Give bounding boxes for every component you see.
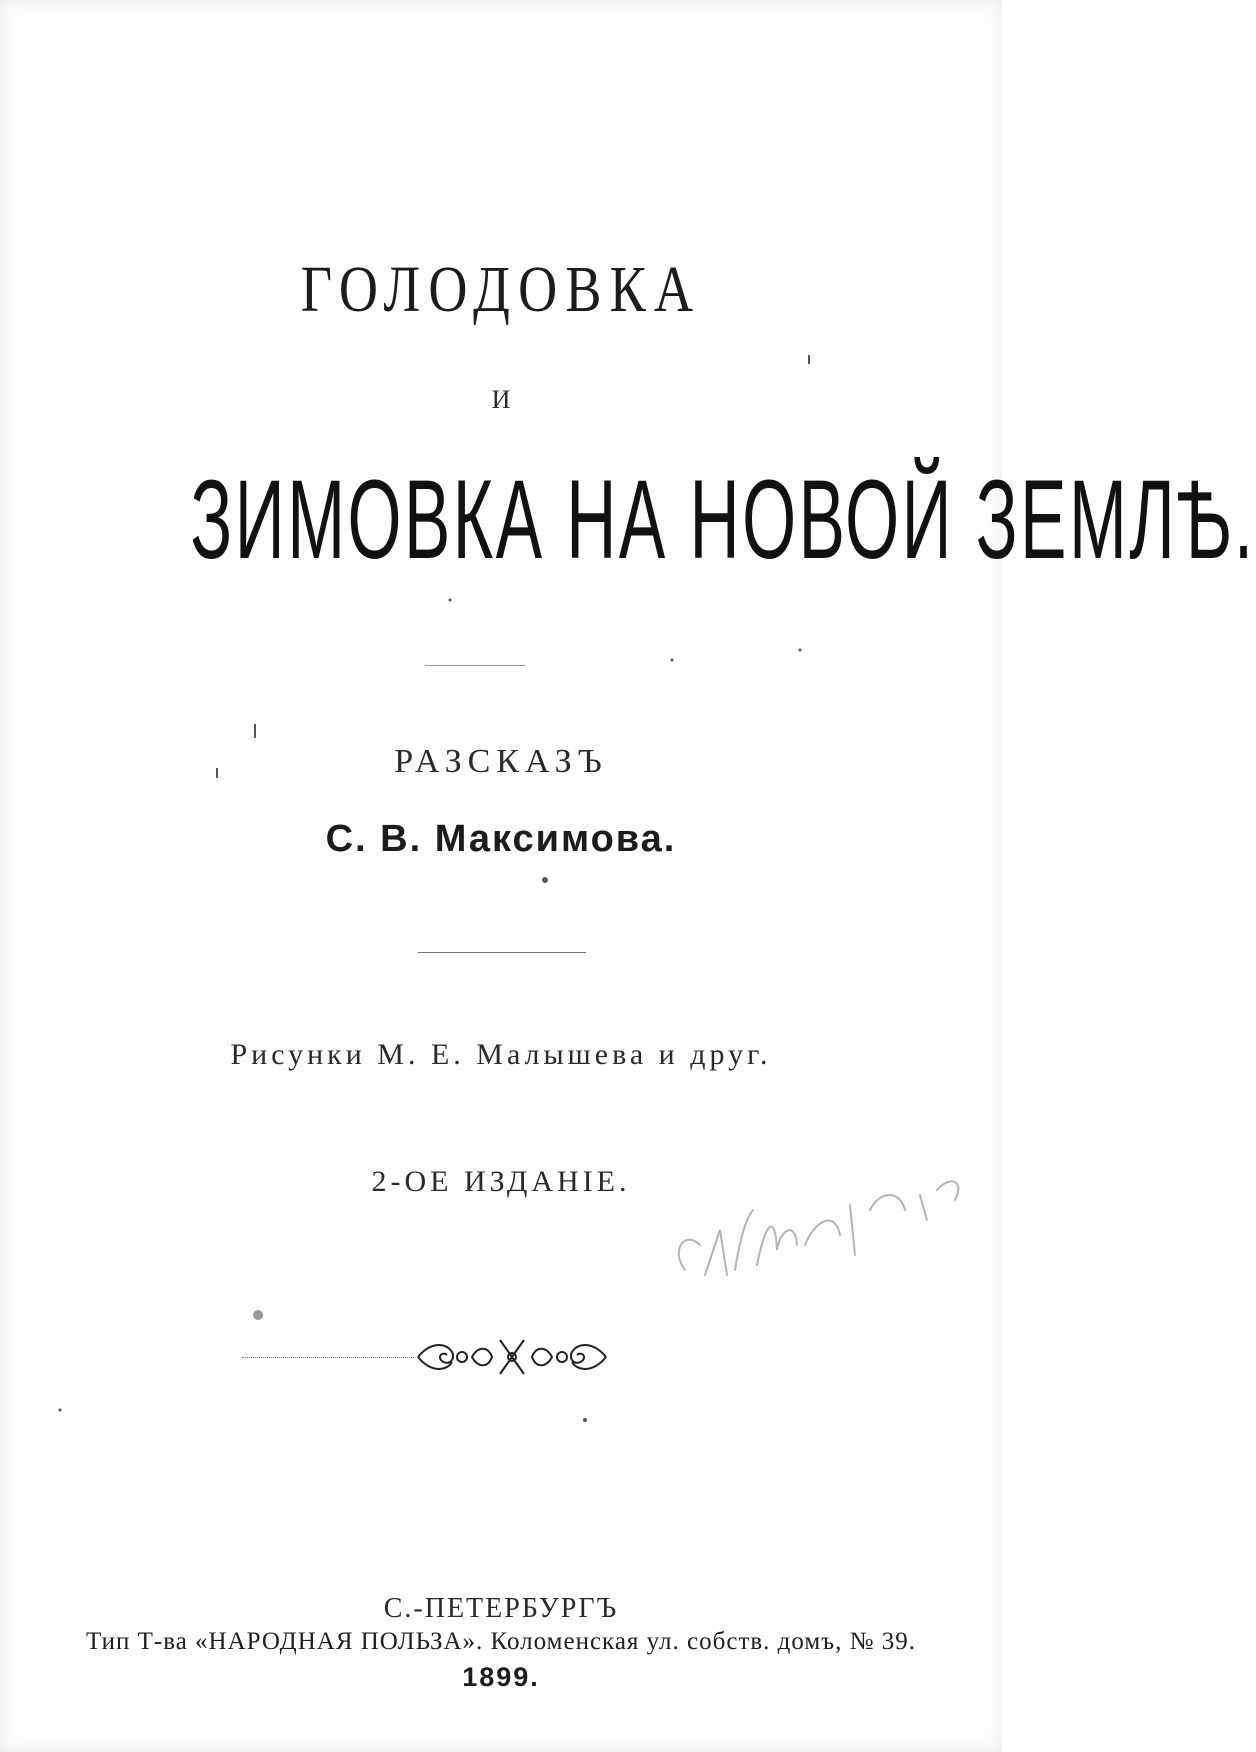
author-name: С. В. Максимова. [325,818,677,860]
genre-label: РАЗСКАЗЪ [394,743,608,780]
edition-label: 2-ОЕ ИЗДАНІЕ. [371,1165,631,1198]
title-conjunction: И [491,385,511,414]
imprint-printer: Тип Т-ва «НАРОДНАЯ ПОЛЬЗА». Коломенская ул. собств. домъ, № 39. [85,1628,917,1655]
illustrations-credit: Рисунки М. Е. Малышева и друг. [230,1038,772,1071]
imprint-year: 1899. [462,1662,540,1692]
title-line-1: ГОЛОДОВКА [300,253,702,326]
title-line-2: ЗИМОВКА НА НОВОЙ ЗЕМЛѢ. [190,457,1256,582]
imprint-city: С.-ПЕТЕРБУРГЪ [383,1593,619,1624]
